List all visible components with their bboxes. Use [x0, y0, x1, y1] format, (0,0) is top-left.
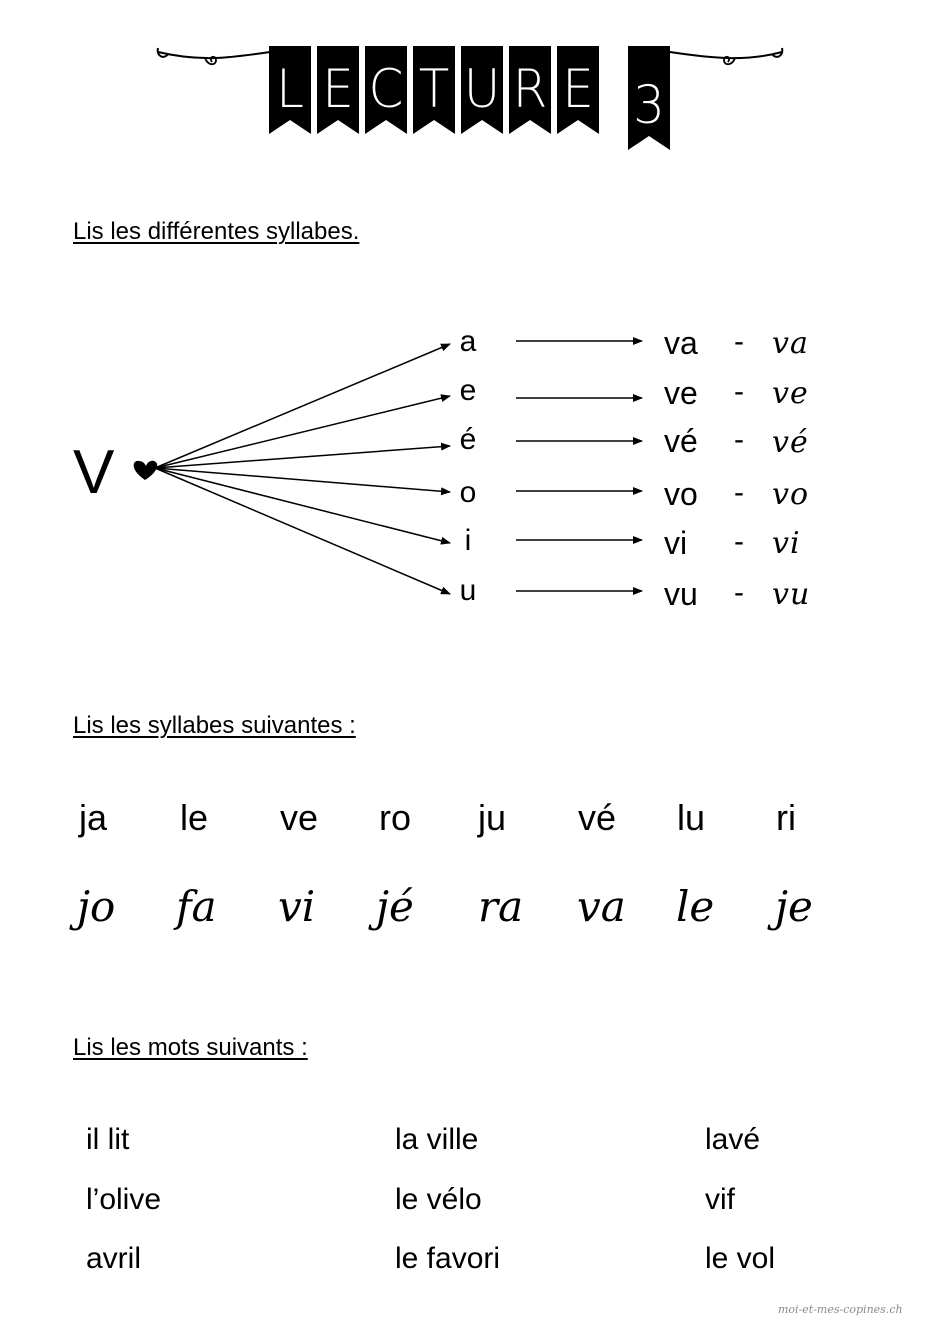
title-letter: C: [368, 58, 404, 120]
syllable-dash: -: [734, 476, 744, 509]
title-number: 3: [633, 74, 665, 136]
word: avril: [86, 1242, 142, 1275]
print-syllable: ve: [280, 797, 319, 838]
title-letter: E: [562, 58, 594, 120]
heart-icon: [134, 461, 158, 480]
syllable-print: vé: [664, 423, 698, 459]
syllable-cursive: vé: [772, 425, 809, 460]
syllable-dash: -: [734, 576, 744, 609]
cursive-syllable: fa: [176, 882, 217, 931]
syllable-print: ve: [664, 375, 698, 411]
consonant-letter: V: [73, 438, 115, 507]
syllable-print: vo: [664, 476, 698, 512]
cursive-syllable: jo: [77, 882, 116, 931]
section-heading: Lis les mots suivants :: [73, 1034, 308, 1061]
syllable-cursive: vo: [772, 477, 810, 512]
title-letter: E: [322, 58, 354, 120]
cursive-syllable: je: [775, 882, 813, 931]
cursive-syllable: va: [577, 882, 626, 931]
cursive-syllable: ra: [478, 882, 524, 931]
word: la ville: [395, 1123, 479, 1156]
title-letter: L: [276, 58, 304, 120]
title-letter: R: [512, 58, 548, 120]
cursive-syllable: le: [676, 882, 715, 931]
syllable-print: vi: [664, 525, 688, 561]
syllable-cursive: vi: [772, 526, 801, 561]
syllable-dash: -: [734, 423, 744, 456]
vowel: é: [459, 423, 477, 456]
syllable-dash: -: [734, 525, 744, 558]
vowel: i: [464, 524, 472, 557]
print-syllable: le: [180, 797, 209, 838]
word: le favori: [395, 1242, 501, 1275]
syllable-dash: -: [734, 325, 744, 358]
word: le vélo: [395, 1183, 482, 1216]
print-syllable: ro: [379, 797, 412, 838]
cursive-syllable: jé: [376, 882, 414, 931]
title-letter: U: [463, 58, 501, 120]
vowel: o: [459, 476, 477, 509]
title-letter: T: [418, 58, 450, 120]
vowel: e: [459, 374, 477, 407]
word: il lit: [86, 1123, 130, 1156]
word: vif: [705, 1183, 735, 1216]
word: lavé: [705, 1123, 761, 1156]
syllable-print: vu: [664, 576, 698, 612]
print-syllable: ri: [776, 797, 796, 838]
word: le vol: [705, 1242, 776, 1275]
syllable-dash: -: [734, 375, 744, 408]
word: l’olive: [86, 1183, 162, 1216]
print-syllable: ju: [478, 797, 507, 838]
syllable-cursive: ve: [772, 376, 809, 411]
syllable-print: va: [664, 325, 698, 361]
syllable-cursive: vu: [772, 577, 811, 612]
footer-credit: moi-et-mes-copines.ch: [778, 1303, 903, 1316]
vowel: u: [459, 574, 477, 607]
print-syllable: vé: [578, 797, 617, 838]
cursive-syllable: vi: [278, 882, 316, 931]
print-syllable: ja: [79, 797, 108, 838]
section-heading: Lis les différentes syllabes.: [73, 218, 360, 245]
section-heading: Lis les syllabes suivantes :: [73, 712, 356, 739]
print-syllable: lu: [677, 797, 706, 838]
vowel: a: [459, 325, 477, 358]
syllable-cursive: va: [772, 326, 809, 361]
